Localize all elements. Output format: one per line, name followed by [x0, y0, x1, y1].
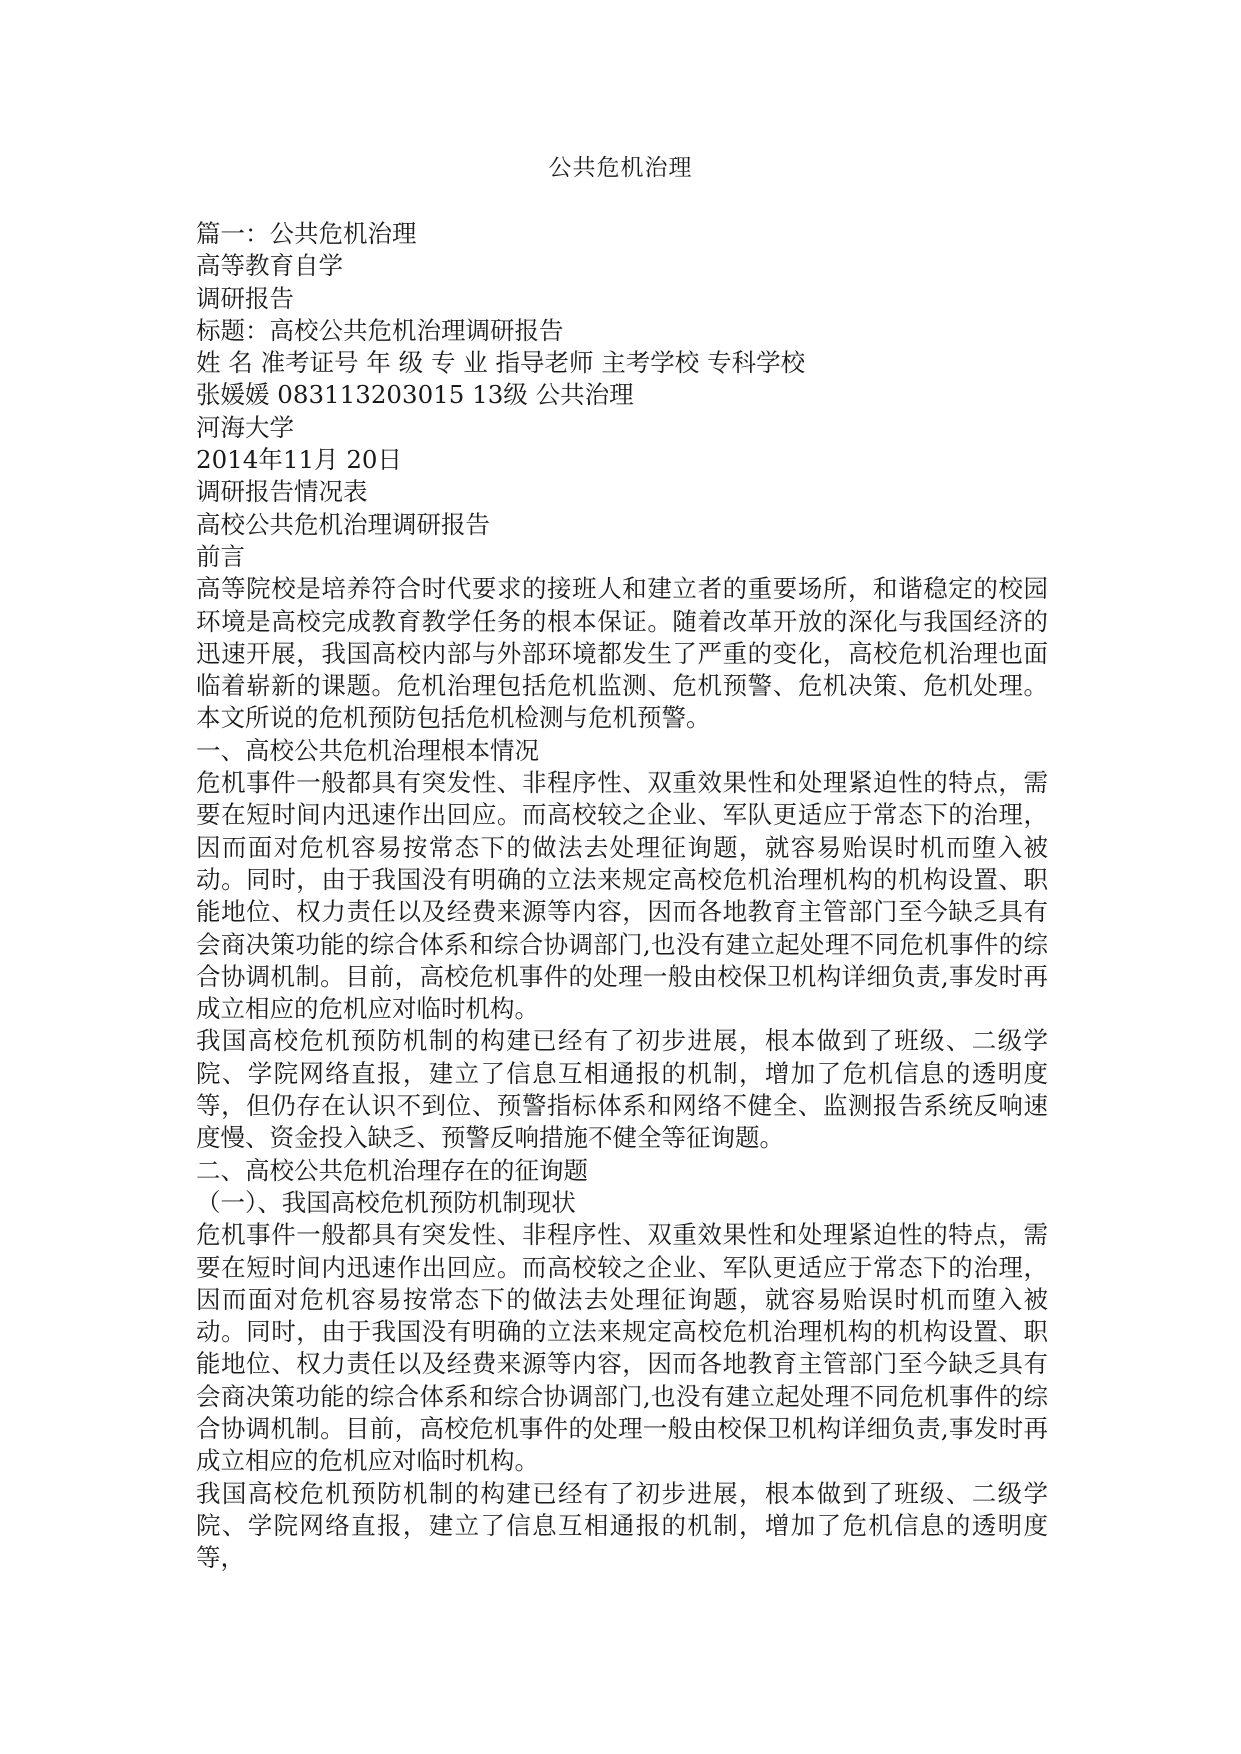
section-heading-1: 一、高校公共危机治理根本情况: [196, 735, 539, 765]
header-line-student-info: 张媛媛 083113203015 13级 公共治理: [196, 380, 634, 410]
header-line-summary-table: 调研报告情况表: [196, 477, 368, 507]
chapter-heading: 篇一：公共危机治理: [196, 219, 417, 248]
header-line-report: 调研报告: [196, 283, 294, 313]
header-line-date: 2014年11月 20日: [196, 445, 402, 475]
header-line-report-title: 高校公共危机治理调研报告: [196, 509, 490, 539]
section2-paragraph-1: 危机事件一般都具有突发性、非程序性、双重效果性和处理紧迫性的特点，需要在短时间内迅速作出回应。而高校较之企业、军队更适应于常态下的治理，因而面对危机容易按常态下的做法去处理征询题，就容易贻误时机而堕入被动。同时，由于我国没有明确的立法来规定高校危机治理机构的机构设置、职能地位、权力责任以及经费来源等内容，因而各地教育主管部门至今缺乏具有会商决策功能的综合体系和综合协调部门,也没有建立起处理不同危机事件的综合协调机制。目前，高校危机事件的处理一般由校保卫机构详细负责,事发时再成立相应的危机应对临时机构。: [196, 1220, 1048, 1476]
header-line-education: 高等教育自学: [196, 251, 343, 281]
header-line-subject: 标题：高校公共危机治理调研报告: [196, 315, 564, 345]
header-line-fields: 姓 名 准考证号 年 级 专 业 指导老师 主考学校 专科学校: [196, 348, 806, 378]
section2-paragraph-2: 我国高校危机预防机制的构建已经有了初步进展，根本做到了班级、二级学院、学院网络直报，建立了信息互相通报的机制，增加了危机信息的透明度等，: [196, 1478, 1048, 1573]
intro-paragraph: 高等院校是培养符合时代要求的接班人和建立者的重要场所，和谐稳定的校园环境是高校完成教育教学任务的根本保证。随着改革开放的深化与我国经济的迅速开展，我国高校内部与外部环境都发生了严重的变化，高校危机治理也面临着崭新的课题。危机治理包括危机监测、危机预警、危机决策、危机处理。本文所说的危机预防包括危机检测与危机预警。: [196, 574, 1048, 733]
section-heading-2: 二、高校公共危机治理存在的征询题: [196, 1155, 588, 1185]
section1-paragraph-1: 危机事件一般都具有突发性、非程序性、双重效果性和处理紧迫性的特点，需要在短时间内迅速作出回应。而高校较之企业、军队更适应于常态下的治理，因而面对危机容易按常态下的做法去处理征询题，就容易贻误时机而堕入被动。同时，由于我国没有明确的立法来规定高校危机治理机构的机构设置、职能地位、权力责任以及经费来源等内容，因而各地教育主管部门至今缺乏具有会商决策功能的综合体系和综合协调部门,也没有建立起处理不同危机事件的综合协调机制。目前，高校危机事件的处理一般由校保卫机构详细负责,事发时再成立相应的危机应对临时机构。: [196, 768, 1048, 1024]
header-line-preface: 前言: [196, 541, 245, 571]
document-body: [196, 218, 1048, 1574]
subsection-heading-2-1: （一）、我国高校危机预防机制现状: [196, 1187, 576, 1217]
section1-paragraph-2: 我国高校危机预防机制的构建已经有了初步进展，根本做到了班级、二级学院、学院网络直报，建立了信息互相通报的机制，增加了危机信息的透明度等，但仍存在认识不到位、预警指标体系和网络不健全、监测报告系统反响速度慢、资金投入缺乏、预警反响措施不健全等征询题。: [196, 1026, 1048, 1153]
document-title: 公共危机治理: [548, 155, 693, 181]
header-line-university: 河海大学: [196, 412, 294, 442]
